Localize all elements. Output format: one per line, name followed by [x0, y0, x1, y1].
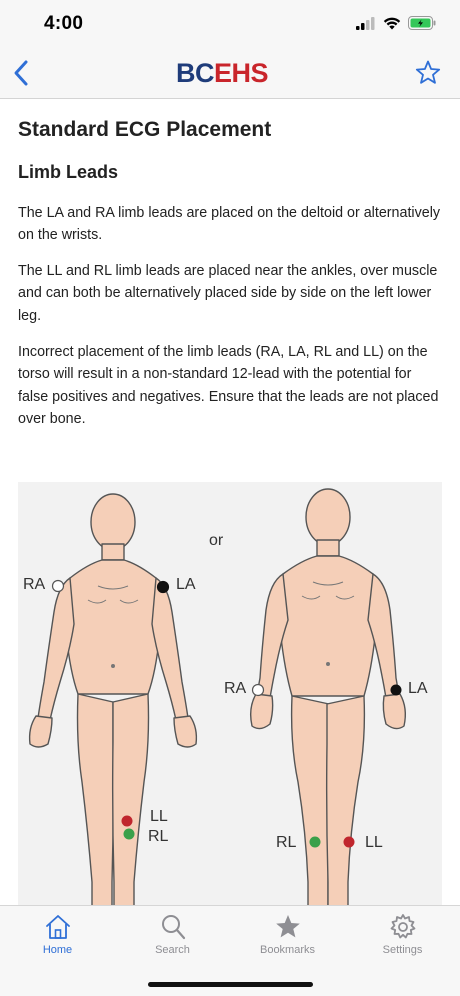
- wifi-icon: [383, 17, 401, 30]
- left-ll-electrode: [122, 816, 133, 827]
- left-la-label: LA: [176, 576, 196, 593]
- paragraph-2: The LL and RL limb leads are placed near the ankles, over muscle and can both be alternatively placed side by side on the left lower leg.: [18, 263, 438, 324]
- right-ra-label: RA: [224, 680, 247, 697]
- right-la-label: LA: [408, 680, 428, 697]
- home-icon: [43, 912, 73, 942]
- back-button[interactable]: [10, 58, 34, 88]
- battery-icon: [408, 16, 436, 30]
- left-body-figure: [30, 494, 197, 905]
- tab-bar: [0, 905, 460, 996]
- left-la-electrode: [158, 582, 169, 593]
- right-ll-electrode: [344, 837, 355, 848]
- status-time: 4:00: [44, 13, 84, 34]
- left-ra-electrode: [53, 581, 64, 592]
- tab-bookmarks[interactable]: [230, 906, 345, 966]
- chevron-left-icon: [10, 58, 34, 88]
- search-icon: [158, 912, 188, 942]
- left-rl-electrode: [124, 829, 135, 840]
- status-bar: [0, 0, 460, 46]
- right-la-electrode: [391, 685, 402, 696]
- right-rl-label: RL: [276, 834, 297, 851]
- right-rl-electrode: [310, 837, 321, 848]
- status-icons: [356, 16, 436, 30]
- tab-home[interactable]: [0, 906, 115, 966]
- tab-search[interactable]: [115, 906, 230, 966]
- home-indicator: [148, 982, 313, 987]
- left-ra-label: RA: [23, 576, 46, 593]
- paragraph-1: The LA and RA limb leads are placed on the deltoid or alternatively on the wrists.: [18, 205, 441, 244]
- limb-lead-diagram: [18, 482, 442, 905]
- paragraph-3: Incorrect placement of the limb leads (RA, LA, RL and LL) on the torso will result in a non-standard 12-lead with the potential for false positives and negatives. Ensure that the leads are not placed over bone.: [18, 344, 439, 427]
- page-title: Standard ECG Placement: [18, 118, 272, 141]
- bookmark-button[interactable]: [414, 59, 442, 87]
- star-icon: [414, 59, 442, 87]
- signal-icon: [356, 17, 376, 30]
- tab-home-label: Home: [42, 944, 73, 956]
- bcehs-logo: BCEHS: [176, 58, 269, 88]
- nav-bar: [0, 46, 460, 99]
- left-ll-label: LL: [150, 808, 168, 825]
- star-filled-icon: [273, 912, 303, 942]
- right-ll-label: LL: [365, 834, 383, 851]
- tab-settings[interactable]: [345, 906, 460, 966]
- tab-settings-label: Settings: [382, 944, 423, 956]
- section-title: Limb Leads: [18, 162, 119, 182]
- tab-bookmarks-label: Bookmarks: [259, 944, 316, 956]
- left-rl-label: RL: [148, 828, 169, 845]
- or-label: or: [209, 532, 224, 549]
- gear-icon: [388, 912, 418, 942]
- tab-search-label: Search: [155, 944, 190, 956]
- article-content: [0, 99, 460, 905]
- right-ra-electrode: [253, 685, 264, 696]
